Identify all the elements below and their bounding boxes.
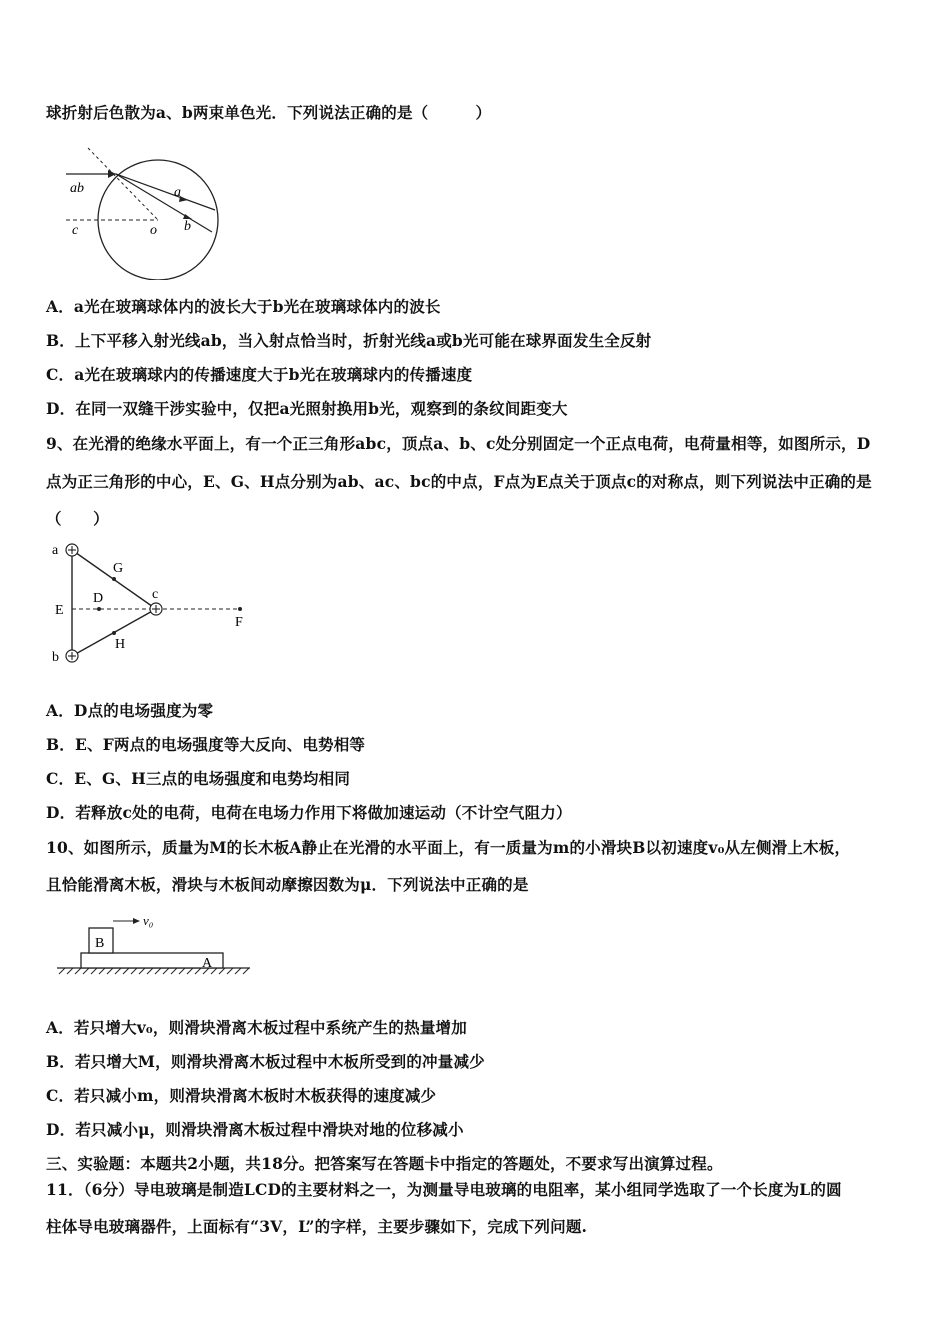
glass-sphere-figure (60, 140, 230, 280)
q11-stem-line2: 柱体导电玻璃器件，上面标有“3V，L”的字样，主要步骤如下，完成下列问题. (46, 1217, 588, 1236)
q10-option-c: C．若只减小m，则滑块滑离木板时木板获得的速度减少 (46, 1086, 437, 1105)
charge-a (66, 544, 78, 556)
q10-stem-line2: 且恰能滑离木板，滑块与木板间动摩擦因数为μ．下列说法中正确的是 (46, 875, 529, 894)
q10-option-b: B．若只增大M，则滑块滑离木板过程中木板所受到的冲量减少 (46, 1052, 485, 1071)
q10-option-a: A．若只增大v₀，则滑块滑离木板过程中系统产生的热量增加 (46, 1018, 467, 1037)
q9-option-a: A．D点的电场强度为零 (46, 701, 214, 720)
label-v0: v₀ (143, 913, 154, 928)
label-c: c (72, 223, 79, 238)
label-G: G (113, 561, 124, 576)
label-a: a (52, 543, 59, 558)
q8-option-d: D．在同一双缝干涉实验中，仅把a光照射换用b光，观察到的条纹间距变大 (46, 399, 568, 418)
q9-option-d: D．若释放c处的电荷，电荷在电场力作用下将做加速运动（不计空气阻力） (46, 803, 572, 822)
q9-option-b: B．E、F两点的电场强度等大反向、电势相等 (46, 735, 366, 754)
label-c: c (152, 587, 159, 602)
label-D: D (93, 591, 104, 606)
charge-b (66, 650, 78, 662)
label-b: b (184, 219, 191, 234)
q10-stem-line1: 10、如图所示，质量为M的长木板A静止在光滑的水平面上，有一质量为m的小滑块B以初速度v₀从左侧滑上木板， (46, 838, 851, 857)
charge-c (150, 603, 162, 615)
label-o: o (150, 223, 157, 238)
q8-option-a: A．a光在玻璃球体内的波长大于b光在玻璃球体内的波长 (46, 297, 441, 316)
section3-heading: 三、实验题：本题共2小题，共18分。把答案写在答题卡中指定的答题处，不要求写出演算过程。 (46, 1154, 723, 1173)
label-B: B (95, 936, 105, 951)
label-A: A (202, 956, 213, 971)
q8-stem: 球折射后色散为a、b两束单色光．下列说法正确的是（ ） (46, 103, 492, 122)
label-H: H (115, 637, 126, 652)
q11-stem-line1: 11．（6分）导电玻璃是制造LCD的主要材料之一，为测量导电玻璃的电阻率，某小组同学选取了一个长度为L的圆 (46, 1180, 842, 1199)
board-block-figure (55, 910, 255, 980)
charge-triangle-figure (45, 538, 255, 668)
q9-option-c: C．E、G、H三点的电场强度和电势均相同 (46, 769, 351, 788)
label-E: E (55, 603, 64, 618)
label-a: a (174, 185, 181, 200)
label-F: F (235, 615, 243, 630)
q8-option-c: C．a光在玻璃球内的传播速度大于b光在玻璃球内的传播速度 (46, 365, 473, 384)
q10-option-d: D．若只减小μ，则滑块滑离木板过程中滑块对地的位移减小 (46, 1120, 464, 1139)
label-b: b (52, 650, 59, 665)
q9-stem-line2: 点为正三角形的中心，E、G、H点分别为ab、ac、bc的中点，F点为E点关于顶点c的对称点，则下列说法中正确的是 (46, 472, 872, 491)
q9-stem-line3: （ ） (46, 509, 109, 528)
q9-stem-line1: 9、在光滑的绝缘水平面上，有一个正三角形abc，顶点a、b、c处分别固定一个正点电荷，电荷量相等，如图所示，D (46, 434, 871, 453)
q8-option-b: B．上下平移入射光线ab，当入射点恰当时，折射光线a或b光可能在球界面发生全反射 (46, 331, 652, 350)
label-ab: ab (70, 181, 84, 196)
